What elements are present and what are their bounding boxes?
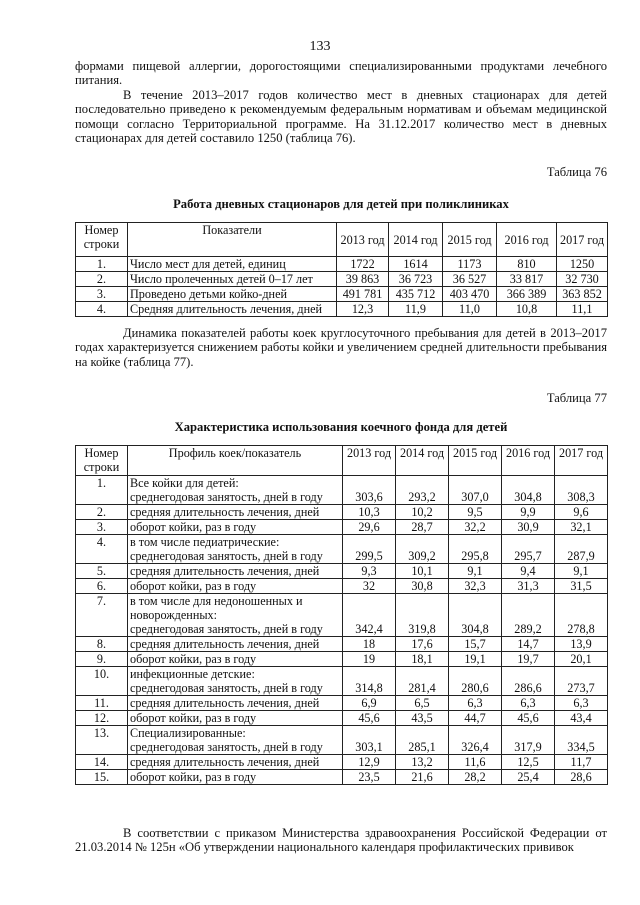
table-row [76, 520, 608, 535]
row-number: 7. [76, 594, 128, 637]
cell-value: 9,1 [555, 564, 608, 579]
cell-value: 19,1 [449, 652, 502, 667]
header-year-2015: 2015 год [449, 446, 502, 476]
row-label-line: инфекционные детские: [130, 667, 255, 681]
row-label-line: оборот койки, раз в году [130, 711, 257, 725]
table-76-label: Таблица 76 [546, 165, 607, 179]
cell-value: 304,8 [449, 594, 502, 637]
cell-value: 30,8 [396, 579, 449, 594]
header-year-2013: 2013 год [343, 446, 396, 476]
row-label-line: среднегодовая занятость, дней в году [130, 622, 323, 636]
cell-value: 18,1 [396, 652, 449, 667]
cell-value: 11,1 [557, 302, 608, 317]
table-row [76, 505, 608, 520]
row-label-line: средняя длительность лечения, дней [130, 755, 320, 769]
cell-value: 36 527 [443, 272, 497, 287]
header-indicators: Показатели [128, 223, 337, 257]
cell-value: 326,4 [449, 726, 502, 755]
cell-value: 33 817 [497, 272, 557, 287]
cell-value: 28,6 [555, 770, 608, 785]
cell-value: 9,4 [502, 564, 555, 579]
header-profile: Профиль коек/показатель [128, 446, 343, 476]
cell-value: 304,8 [502, 476, 555, 505]
cell-value: 15,7 [449, 637, 502, 652]
cell-value: 21,6 [396, 770, 449, 785]
cell-value: 6,5 [396, 696, 449, 711]
row-number: 3. [76, 520, 128, 535]
cell-value: 363 852 [557, 287, 608, 302]
table-76-header-row [76, 223, 608, 257]
cell-value: 32,2 [449, 520, 502, 535]
cell-value: 11,9 [389, 302, 443, 317]
row-number: 14. [76, 755, 128, 770]
row-number: 10. [76, 667, 128, 696]
cell-value: 319,8 [396, 594, 449, 637]
cell-value: 45,6 [502, 711, 555, 726]
cell-value: 366 389 [497, 287, 557, 302]
table-77-header-row [76, 446, 608, 476]
row-label [128, 726, 343, 755]
row-label-line: средняя длительность лечения, дней [130, 637, 320, 651]
cell-value: 9,1 [449, 564, 502, 579]
row-label-line: оборот койки, раз в году [130, 579, 257, 593]
cell-value: 30,9 [502, 520, 555, 535]
header-year-2016: 2016 год [502, 446, 555, 476]
row-label [128, 505, 343, 520]
row-number: 8. [76, 637, 128, 652]
cell-value: 32 [343, 579, 396, 594]
table-row [76, 755, 608, 770]
cell-value: 308,3 [555, 476, 608, 505]
paragraph-3-text: Динамика показателей работы коек круглосуточного пребывания для детей в 2013–2017 годах характеризуется снижением работы койки и увеличением средней длительности пребывания на койке (таблица 77). [75, 326, 607, 369]
header-year-2016: 2016 год [497, 223, 557, 257]
cell-value: 299,5 [343, 535, 396, 564]
cell-value: 303,6 [343, 476, 396, 505]
cell-value: 286,6 [502, 667, 555, 696]
cell-value: 45,6 [343, 711, 396, 726]
cell-value: 9,6 [555, 505, 608, 520]
row-label-line: средняя длительность лечения, дней [130, 505, 320, 519]
cell-value: 342,4 [343, 594, 396, 637]
header-year-2014: 2014 год [396, 446, 449, 476]
table-row [76, 476, 608, 505]
row-label [128, 535, 343, 564]
row-label [128, 594, 343, 637]
table-row [76, 770, 608, 785]
row-label [128, 755, 343, 770]
cell-value: 43,5 [396, 711, 449, 726]
cell-value: 317,9 [502, 726, 555, 755]
cell-value: 287,9 [555, 535, 608, 564]
cell-value: 32,1 [555, 520, 608, 535]
cell-value: 10,3 [343, 505, 396, 520]
table-row [76, 564, 608, 579]
cell-value: 23,5 [343, 770, 396, 785]
row-label-line: Специализированные: [130, 726, 246, 740]
row-label: Средняя длительность лечения, дней [128, 302, 337, 317]
row-label: Число пролеченных детей 0–17 лет [128, 272, 337, 287]
cell-value: 11,0 [443, 302, 497, 317]
cell-value: 11,7 [555, 755, 608, 770]
table-row [76, 726, 608, 755]
cell-value: 295,8 [449, 535, 502, 564]
row-number: 3. [76, 287, 128, 302]
cell-value: 1250 [557, 257, 608, 272]
cell-value: 435 712 [389, 287, 443, 302]
row-number: 15. [76, 770, 128, 785]
cell-value: 6,3 [449, 696, 502, 711]
header-year-2017: 2017 год [555, 446, 608, 476]
cell-value: 289,2 [502, 594, 555, 637]
paragraph-1: формами пищевой аллергии, дорогостоящими специализированными продуктами лечебного питания. [75, 59, 607, 88]
paragraph-2-text: В течение 2013–2017 годов количество мест в дневных стационарах для детей последовательно приведено к рекомендуемым федеральным нормативам и объемам медицинской помощи согласно Территориальной программе. На 31.12.2017 количество мест в дневных стационарах для детей составило 1250 (таблица 76). [75, 88, 607, 146]
row-label [128, 696, 343, 711]
cell-value: 31,3 [502, 579, 555, 594]
row-number: 2. [76, 272, 128, 287]
cell-value: 10,8 [497, 302, 557, 317]
cell-value: 17,6 [396, 637, 449, 652]
cell-value: 31,5 [555, 579, 608, 594]
header-year-2017: 2017 год [557, 223, 608, 257]
cell-value: 28,2 [449, 770, 502, 785]
header-row-number: Номер строки [76, 446, 128, 476]
cell-value: 6,9 [343, 696, 396, 711]
paragraph-4 [75, 826, 607, 855]
table-77 [75, 445, 608, 785]
cell-value: 307,0 [449, 476, 502, 505]
cell-value: 9,3 [343, 564, 396, 579]
cell-value: 19,7 [502, 652, 555, 667]
cell-value: 25,4 [502, 770, 555, 785]
cell-value: 19 [343, 652, 396, 667]
cell-value: 43,4 [555, 711, 608, 726]
cell-value: 278,8 [555, 594, 608, 637]
table-row [76, 257, 608, 272]
cell-value: 20,1 [555, 652, 608, 667]
row-label [128, 667, 343, 696]
row-number: 4. [76, 535, 128, 564]
table-row [76, 594, 608, 637]
cell-value: 6,3 [502, 696, 555, 711]
cell-value: 293,2 [396, 476, 449, 505]
row-label: Число мест для детей, единиц [128, 257, 337, 272]
cell-value: 334,5 [555, 726, 608, 755]
row-label-line: среднегодовая занятость, дней в году [130, 740, 323, 754]
header-row-number: Номер строки [76, 223, 128, 257]
cell-value: 11,6 [449, 755, 502, 770]
table-76-title: Работа дневных стационаров для детей при поликлиниках [173, 197, 509, 211]
table-row [76, 272, 608, 287]
table-77-title: Характеристика использования коечного фонда для детей [174, 420, 508, 434]
row-label-line: новорожденных: [130, 608, 218, 622]
cell-value: 303,1 [343, 726, 396, 755]
row-label-line: оборот койки, раз в году [130, 652, 257, 666]
table-row [76, 535, 608, 564]
table-row [76, 287, 608, 302]
cell-value: 1722 [337, 257, 389, 272]
cell-value: 10,1 [396, 564, 449, 579]
row-label [128, 770, 343, 785]
cell-value: 10,2 [396, 505, 449, 520]
cell-value: 810 [497, 257, 557, 272]
row-label [128, 652, 343, 667]
row-number: 4. [76, 302, 128, 317]
cell-value: 39 863 [337, 272, 389, 287]
cell-value: 285,1 [396, 726, 449, 755]
row-number: 1. [76, 476, 128, 505]
cell-value: 9,5 [449, 505, 502, 520]
header-year-2014: 2014 год [389, 223, 443, 257]
cell-value: 12,9 [343, 755, 396, 770]
row-number: 12. [76, 711, 128, 726]
paragraph-4-text: В соответствии с приказом Министерства здравоохранения Российской Федерации от 21.03.2014 № 125н «Об утверждении национального календаря профилактических прививок [75, 826, 607, 855]
row-label [128, 711, 343, 726]
table-76 [75, 222, 608, 317]
cell-value: 1173 [443, 257, 497, 272]
row-label [128, 637, 343, 652]
cell-value: 9,9 [502, 505, 555, 520]
cell-value: 281,4 [396, 667, 449, 696]
row-label-line: в том числе педиатрические: [130, 535, 280, 549]
paragraph-2 [75, 88, 607, 146]
row-label-line: Все койки для детей: [130, 476, 239, 490]
row-number: 13. [76, 726, 128, 755]
row-number: 6. [76, 579, 128, 594]
row-label [128, 579, 343, 594]
row-number: 1. [76, 257, 128, 272]
cell-value: 32,3 [449, 579, 502, 594]
cell-value: 36 723 [389, 272, 443, 287]
row-label-line: средняя длительность лечения, дней [130, 564, 320, 578]
cell-value: 403 470 [443, 287, 497, 302]
table-row [76, 652, 608, 667]
cell-value: 13,9 [555, 637, 608, 652]
row-label: Проведено детьми койко-дней [128, 287, 337, 302]
row-number: 9. [76, 652, 128, 667]
row-label [128, 564, 343, 579]
paragraph-3 [75, 326, 607, 369]
row-label [128, 476, 343, 505]
row-label-line: средняя длительность лечения, дней [130, 696, 320, 710]
cell-value: 44,7 [449, 711, 502, 726]
row-number: 5. [76, 564, 128, 579]
table-row [76, 637, 608, 652]
cell-value: 12,3 [337, 302, 389, 317]
row-number: 11. [76, 696, 128, 711]
row-label-line: в том числе для недоношенных и [130, 594, 303, 608]
table-row [76, 667, 608, 696]
page-number: 133 [309, 39, 331, 54]
row-label-line: оборот койки, раз в году [130, 770, 257, 784]
cell-value: 314,8 [343, 667, 396, 696]
table-77-label: Таблица 77 [546, 391, 607, 405]
table-row [76, 579, 608, 594]
cell-value: 14,7 [502, 637, 555, 652]
cell-value: 28,7 [396, 520, 449, 535]
cell-value: 32 730 [557, 272, 608, 287]
cell-value: 1614 [389, 257, 443, 272]
row-label [128, 520, 343, 535]
cell-value: 6,3 [555, 696, 608, 711]
cell-value: 13,2 [396, 755, 449, 770]
cell-value: 18 [343, 637, 396, 652]
table-row [76, 302, 608, 317]
header-year-2015: 2015 год [443, 223, 497, 257]
cell-value: 12,5 [502, 755, 555, 770]
table-row [76, 711, 608, 726]
row-label-line: среднегодовая занятость, дней в году [130, 490, 323, 504]
cell-value: 295,7 [502, 535, 555, 564]
cell-value: 29,6 [343, 520, 396, 535]
header-year-2013: 2013 год [337, 223, 389, 257]
row-number: 2. [76, 505, 128, 520]
cell-value: 280,6 [449, 667, 502, 696]
cell-value: 309,2 [396, 535, 449, 564]
table-row [76, 696, 608, 711]
cell-value: 273,7 [555, 667, 608, 696]
cell-value: 491 781 [337, 287, 389, 302]
row-label-line: среднегодовая занятость, дней в году [130, 681, 323, 695]
row-label-line: оборот койки, раз в году [130, 520, 257, 534]
row-label-line: среднегодовая занятость, дней в году [130, 549, 323, 563]
